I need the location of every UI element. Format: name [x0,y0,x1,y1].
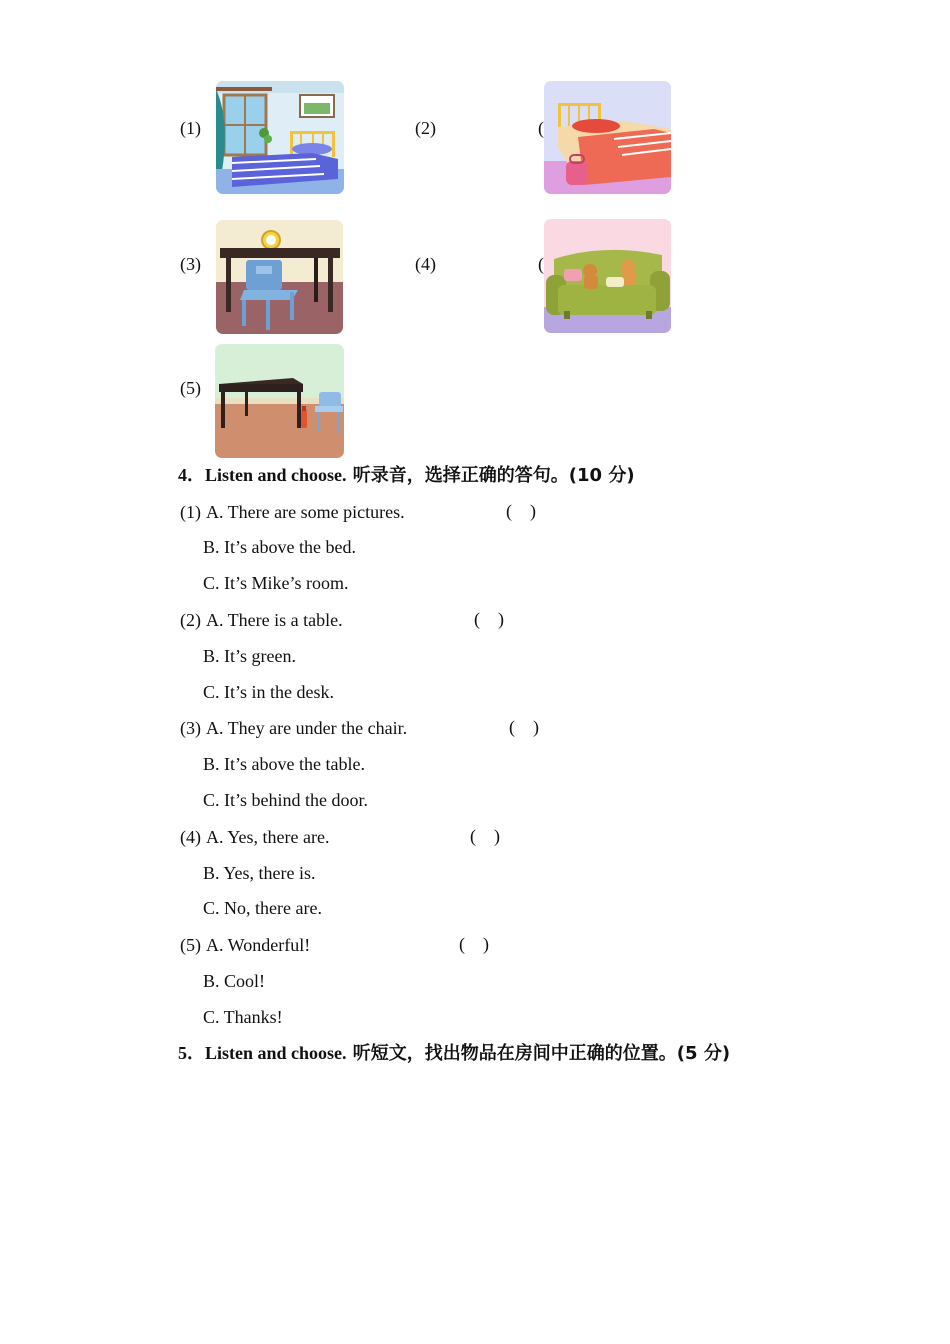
question-4-option-a: A. Yes, there are. [206,827,330,847]
cut-bracket-2: ( [538,118,544,138]
picture-desk-chair-clock [216,220,343,334]
section-4-heading-cn: 听录音，选择正确的答句。(10 分) [346,465,635,486]
picture-label-5: (5) [180,378,201,398]
question-3-option-b: B. It’s above the table. [203,754,365,774]
section-4-heading-en: 4．Listen and choose. [178,465,347,485]
question-3-answer-bracket[interactable]: ( ) [509,717,539,737]
section-5-heading [178,1042,730,1065]
question-1-answer-bracket[interactable]: ( ) [506,501,536,521]
question-5-option-c: C. Thanks! [203,1007,283,1027]
picture-table-chair-bottle [215,344,344,458]
question-1-option-a: A. There are some pictures. [206,502,405,522]
picture-label-3: (3) [180,254,201,274]
question-2-option-c: C. It’s in the desk. [203,682,334,702]
question-2-option-a: A. There is a table. [206,610,343,630]
question-1-option-b: B. It’s above the bed. [203,537,356,557]
section-5-heading-en: 5．Listen and choose. [178,1043,347,1063]
section-5-heading-cn: 听短文，找出物品在房间中正确的位置。(5 分) [346,1043,731,1064]
question-3-number: (3) [180,718,201,738]
question-5-answer-bracket[interactable]: ( ) [459,934,489,954]
picture-label-4: (4) [415,254,436,274]
question-5-option-a: A. Wonderful! [206,935,311,955]
question-2-answer-bracket[interactable]: ( ) [474,609,504,629]
question-3-option-a: A. They are under the chair. [206,718,408,738]
section-4-heading [178,464,635,487]
question-1-option-c: C. It’s Mike’s room. [203,573,349,593]
question-3-option-c: C. It’s behind the door. [203,790,368,810]
question-4-answer-bracket[interactable]: ( ) [470,826,500,846]
picture-blue-bed [216,81,344,194]
picture-label-2: (2) [415,118,436,138]
question-5-option-b: B. Cool! [203,971,266,991]
cut-bracket-4: ( [538,254,544,274]
question-2-number: (2) [180,610,201,630]
question-2-option-b: B. It’s green. [203,646,296,666]
picture-green-sofa [544,219,671,333]
question-4-option-c: C. No, there are. [203,898,322,918]
picture-red-bed [544,81,671,194]
question-5-number: (5) [180,935,201,955]
picture-label-1: (1) [180,118,201,138]
question-4-number: (4) [180,827,201,847]
question-4-option-b: B. Yes, there is. [203,863,316,883]
question-1-number: (1) [180,502,201,522]
